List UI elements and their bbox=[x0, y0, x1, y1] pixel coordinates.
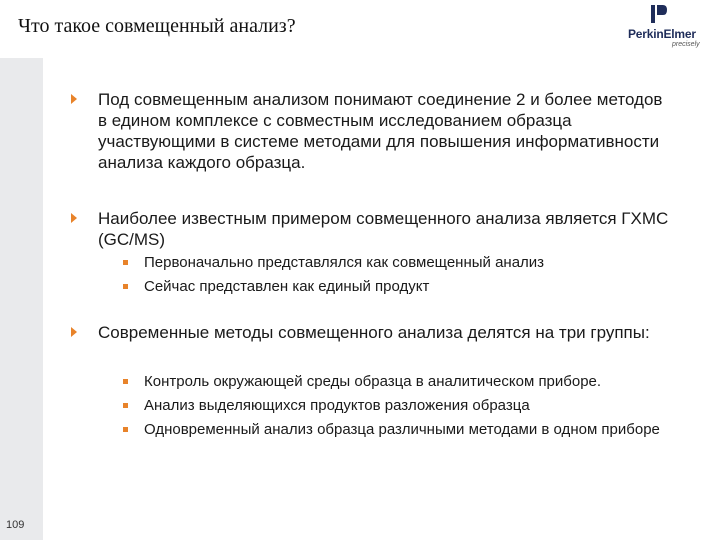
bullet-arrow-icon bbox=[71, 213, 77, 223]
sub-bullet-square-icon bbox=[123, 403, 128, 408]
sub-bullet-square-icon bbox=[123, 427, 128, 432]
logo-mark-icon bbox=[648, 4, 668, 24]
bullet-2-sub-2-text: Сейчас представлен как единый продукт bbox=[144, 278, 430, 295]
slide-title: Что такое совмещенный анализ? bbox=[18, 15, 296, 37]
bullet-3-sub-3-text: Одновременный анализ образца различными методами в одном приборе bbox=[144, 421, 660, 438]
bullet-3 bbox=[71, 322, 671, 343]
bullet-2-sub-1 bbox=[123, 253, 703, 272]
perkinelmer-logo bbox=[618, 3, 714, 51]
bullet-1-text: Под совмещенным анализом понимают соединение 2 и более методов в едином комплексе с совместным исследованием образца участвующими в системе методами для повышения информативности анализа каждого образца. bbox=[98, 90, 663, 172]
bullet-3-text: Современные методы совмещенного анализа делятся на три группы: bbox=[98, 323, 650, 342]
bullet-2-sub-2 bbox=[123, 277, 703, 296]
bullet-3-sub-3 bbox=[123, 420, 703, 439]
bullet-arrow-icon bbox=[71, 327, 77, 337]
slide-content bbox=[43, 58, 720, 540]
bullet-3-sub-2-text: Анализ выделяющихся продуктов разложения образца bbox=[144, 397, 530, 414]
slide-header bbox=[0, 0, 720, 58]
bullet-1 bbox=[71, 89, 671, 173]
bullet-2-text: Наиболее известным примером совмещенного анализа является ГХМС (GC/MS) bbox=[98, 209, 669, 249]
logo-tagline: precisely bbox=[672, 41, 700, 48]
page-number: 109 bbox=[6, 519, 25, 531]
bullet-2 bbox=[71, 208, 671, 250]
sub-bullet-square-icon bbox=[123, 379, 128, 384]
sub-bullet-square-icon bbox=[123, 284, 128, 289]
left-sidebar-band bbox=[0, 58, 43, 540]
logo-wordmark: PerkinElmer bbox=[628, 27, 696, 41]
sub-bullet-square-icon bbox=[123, 260, 128, 265]
bullet-2-sub-1-text: Первоначально представлялся как совмещенный анализ bbox=[144, 254, 545, 271]
bullet-3-sub-1-text: Контроль окружающей среды образца в аналитическом приборе. bbox=[144, 373, 602, 390]
bullet-3-sub-2 bbox=[123, 396, 703, 415]
bullet-3-sub-1 bbox=[123, 372, 703, 391]
bullet-arrow-icon bbox=[71, 94, 77, 104]
